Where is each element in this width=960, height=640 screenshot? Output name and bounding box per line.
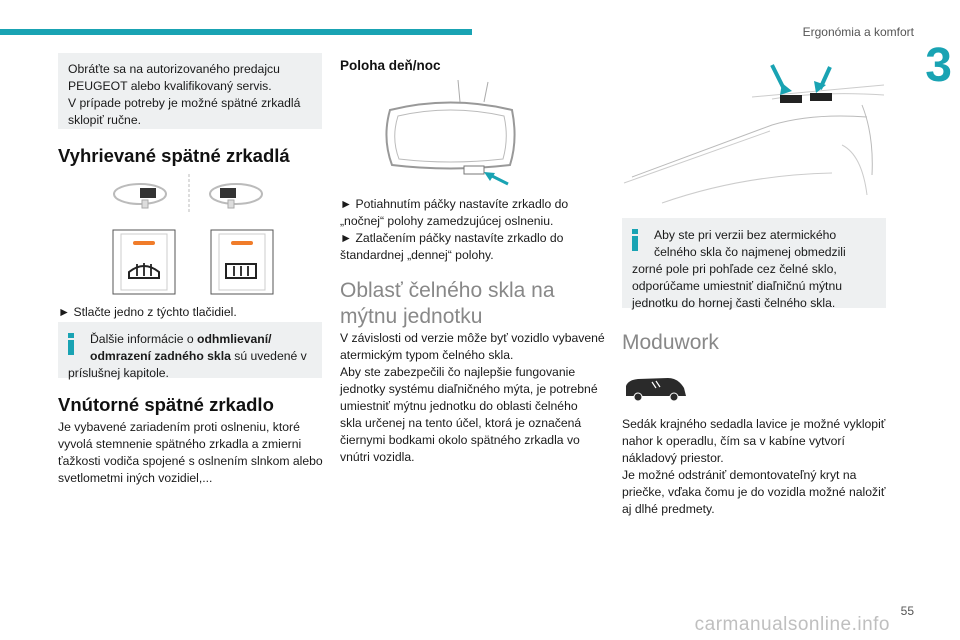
dealer-note-line: V prípade potreby je možné spätné zrkadlá — [68, 96, 301, 110]
text-line: atermickým typom čelného skla. — [340, 348, 514, 362]
rear-defrost-buttons-illustration — [113, 230, 273, 294]
dealer-note-line: PEUGEOT alebo kvalifikovaný servis. — [68, 79, 272, 93]
info-bold-text: odhmlievaní/ — [197, 332, 272, 346]
text-line: jednotky systému diaľničného mýta, je potrebné — [340, 382, 598, 396]
info-line — [68, 348, 312, 365]
heated-mirrors-title: Vyhrievané spätné zrkadlá — [58, 145, 290, 166]
text-line: ► Zatlačením páčky nastavíte zrkadlo do — [340, 231, 564, 245]
dealer-note-line: sklopiť ručne. — [68, 113, 141, 127]
text-line: Aby ste zabezpečili čo najlepšie fungovanie — [340, 365, 576, 379]
text-line: ťažkosti vodiča spojené s oslnením slnkom alebo — [58, 454, 323, 468]
moduwork-title: Moduwork — [622, 331, 719, 354]
header-accent-bar — [0, 29, 472, 35]
text-line: skla určenej na tento účel, ktorá je označená — [340, 416, 582, 430]
info-line: príslušnej kapitole. — [68, 366, 169, 380]
day-night-title: Poloha deň/noc — [340, 58, 441, 73]
toll-info-box — [622, 218, 886, 308]
text-line: nahor k operadlu, čím sa v kabíne vytvorí — [622, 434, 845, 448]
title-line: mýtnu jednotku — [340, 305, 483, 328]
title-line: Oblasť čelného skla na — [340, 279, 555, 302]
text-line: ► Potiahnutím páčky nastavíte zrkadlo do — [340, 197, 569, 211]
text-line: štandardnej „dennej“ polohy. — [340, 248, 494, 262]
text-line: nákladový priestor. — [622, 451, 724, 465]
info-icon — [631, 229, 639, 251]
info-line: odporúčame umiestniť diaľničnú mýtnu — [632, 279, 843, 293]
text-line: vnútri vozidla. — [340, 450, 415, 464]
text-line: čiernymi bodkami okolo spätného zrkadla vo — [340, 433, 580, 447]
interior-mirror-text — [58, 419, 328, 487]
interior-mirror-title: Vnútorné spätné zrkadlo — [58, 394, 274, 415]
van-icon — [624, 376, 688, 402]
rearview-mirror-illustration — [380, 80, 520, 192]
moduwork-text — [622, 416, 892, 518]
page-number: 55 — [900, 604, 914, 618]
dealer-note-line: Obráťte sa na autorizovaného predajcu — [68, 62, 280, 76]
info-line: jednotku do hornej časti čelného skla. — [632, 296, 836, 310]
heated-mirror-steering-illustration — [108, 172, 278, 217]
text-line: umiestniť mýtnu jednotku do oblasti čelného — [340, 399, 578, 413]
dealer-note-box — [58, 53, 322, 129]
info-line: Aby ste pri verzii bez atermického — [654, 228, 837, 242]
toll-zone-title — [340, 278, 555, 330]
info-icon — [67, 333, 75, 355]
text-line: Je možné odstrániť demontovateľný kryt na — [622, 468, 857, 482]
toll-zone-text — [340, 330, 610, 466]
heated-mirrors-instruction: ► Stlačte jedno z týchto tlačidiel. — [58, 305, 237, 319]
text-line: „nočnej“ polohy zamedzujúcej oslneniu. — [340, 214, 554, 228]
watermark: carmanualsonline.info — [694, 614, 890, 635]
defrost-info-box — [58, 322, 322, 378]
text-line: svetlometmi iných vozidiel,... — [58, 471, 213, 485]
text-line: priečke, vďaka čomu je do vozidla možné naložiť — [622, 485, 886, 499]
text-line: Je vybavené zariadením proti oslneniu, ktoré — [58, 420, 300, 434]
text-line: vyvolá stemnenie spätného zrkadla a zmierni — [58, 437, 302, 451]
section-title: Ergonómia a komfort — [802, 25, 914, 39]
info-line: zorné pole pri pohľade cez čelné sklo, — [632, 262, 837, 276]
chapter-number: 3 — [925, 39, 952, 92]
info-text: sú uvedené v — [230, 349, 307, 363]
day-night-text — [340, 196, 604, 264]
info-line — [68, 331, 312, 348]
windshield-toll-zone-illustration — [622, 55, 886, 207]
text-line: V závislosti od verzie môže byť vozidlo vybavené — [340, 331, 605, 345]
info-line: čelného skla čo najmenej obmedzili — [654, 245, 846, 259]
text-line: aj dlhé predmety. — [622, 502, 715, 516]
info-text: Ďalšie informácie o — [90, 332, 198, 346]
info-bold-text: odmrazení zadného skla — [90, 349, 231, 363]
text-line: Sedák krajného sedadla lavice je možné vyklopiť — [622, 417, 886, 431]
